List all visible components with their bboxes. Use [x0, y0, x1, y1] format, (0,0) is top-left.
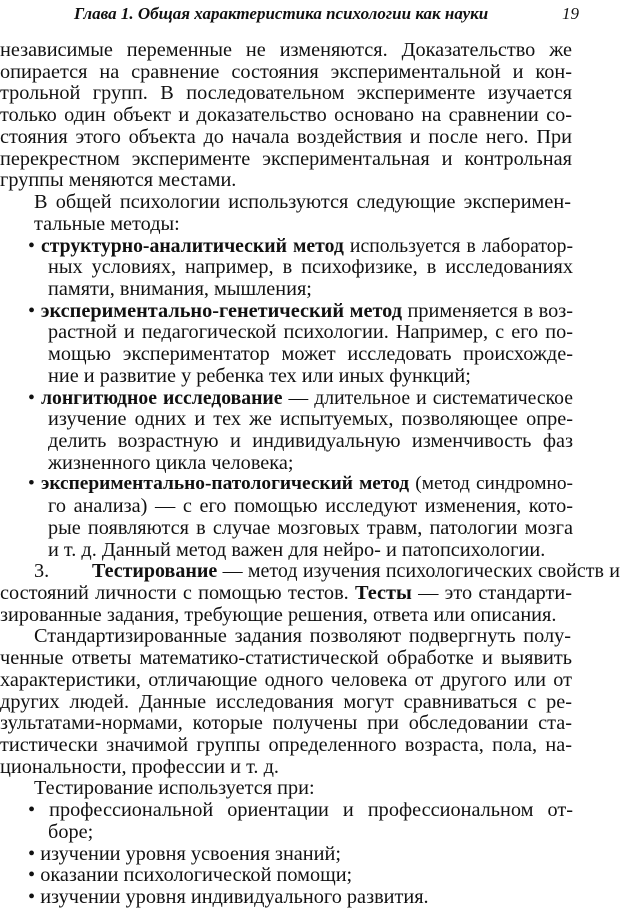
list-item: • структурно-аналитический метод используется в лаборатор-: [28, 234, 573, 257]
text-line: группы меняются местами.: [0, 169, 237, 192]
text-line: и т. д. Данный метод важен для нейро- и патопсихологии.: [48, 538, 546, 561]
bullet-icon: •: [28, 842, 36, 865]
bullet-icon: •: [28, 234, 35, 257]
running-head: Глава 1. Общая характеристика психологии как науки: [74, 4, 489, 23]
text-line: Тестирование — метод изучения психологических свойств и: [92, 560, 620, 583]
text-line: стояния этого объекта до начала воздействия и после него. При: [0, 125, 572, 148]
text-line: памяти, внимания, мышления;: [48, 277, 312, 300]
text-line: независимые переменные не изменяются. Доказательство же: [0, 39, 572, 61]
bullet-icon: •: [28, 886, 36, 908]
text-line: зированные задания, требующие решения, ответа или описания.: [0, 603, 557, 626]
text-line: опирается на сравнение состояния экспериментальной и кон-: [0, 60, 572, 83]
text-line: изучение одних и тех же испытуемых, позволяющее опре-: [48, 408, 573, 431]
bullet-icon: •: [28, 299, 36, 322]
text-line: ние и развитие у ребенка тех или иных функций;: [48, 364, 471, 387]
list-item: • экспериментально-патологический метод (метод синдромно-: [28, 473, 573, 495]
text-line: рые появляются в случае мозговых травм, патологии мозга: [48, 516, 573, 539]
bullet-icon: •: [28, 864, 36, 887]
text-line: только один объект и доказательство основано на сравнении со-: [0, 104, 572, 127]
list-item: • изучении уровня усвоения знаний;: [28, 842, 341, 865]
list-item: • оказании психологической помощи;: [28, 864, 353, 887]
list-item: • изучении уровня индивидуального развития.: [28, 886, 429, 908]
text-line: других людей. Данные исследования могут сравниваться с ре-: [0, 690, 572, 713]
text-line: состояний личности с помощью тестов. Тесты — это стандарти-: [0, 581, 572, 604]
text-line: В общей психологии используются следующие эксперимен-: [34, 191, 571, 213]
text-line: го анализа) — с его помощью исследуют изменения, кото-: [48, 495, 573, 518]
text-line: Стандартизированные задания позволяют подвергнуть полу-: [34, 625, 571, 648]
page-number: 19: [562, 4, 579, 23]
text-line: трольной групп. В последовательном эксперименте изучается: [0, 82, 572, 105]
bullet-icon: •: [28, 799, 36, 822]
bullet-icon: •: [28, 473, 35, 495]
text-line: ных условиях, например, в психофизике, в исследованиях: [48, 256, 573, 279]
list-number: 3.: [34, 560, 50, 583]
text-line: тистически значимой группы определенного возраста, пола, на-: [0, 734, 572, 756]
list-item: • профессиональной ориентации и профессиональном от-: [28, 799, 573, 822]
text-line: Тестирование используется при:: [34, 777, 315, 800]
text-line: жизненного цикла человека;: [48, 451, 294, 474]
text-line: тальные методы:: [34, 212, 180, 235]
text-line: боре;: [48, 820, 94, 843]
text-line: перекрестном эксперименте экспериментальная и контрольная: [0, 147, 572, 170]
text-line: зультатами-нормами, которые получены при обследовании ста-: [0, 712, 572, 735]
text-line: мощью экспериментатор может исследовать происхожде-: [48, 343, 573, 366]
text-line: ченные ответы математико-статистической обработке и выявить: [0, 647, 572, 670]
text-line: циональности, профессии и т. д.: [0, 755, 279, 778]
text-line: делить возрастную и индивидуальную изменчивость фаз: [48, 429, 573, 452]
list-item: • экспериментально-генетический метод применяется в воз-: [28, 299, 573, 322]
page-header: [0, 4, 620, 30]
list-item: • лонгитюдное исследование — длительное и систематическое: [28, 386, 574, 409]
text-line: растной и педагогической психологии. Например, с его по-: [48, 321, 573, 344]
text-line: характеристики, отличающие одного человека от другого или от: [0, 668, 572, 691]
bullet-icon: •: [28, 386, 35, 409]
